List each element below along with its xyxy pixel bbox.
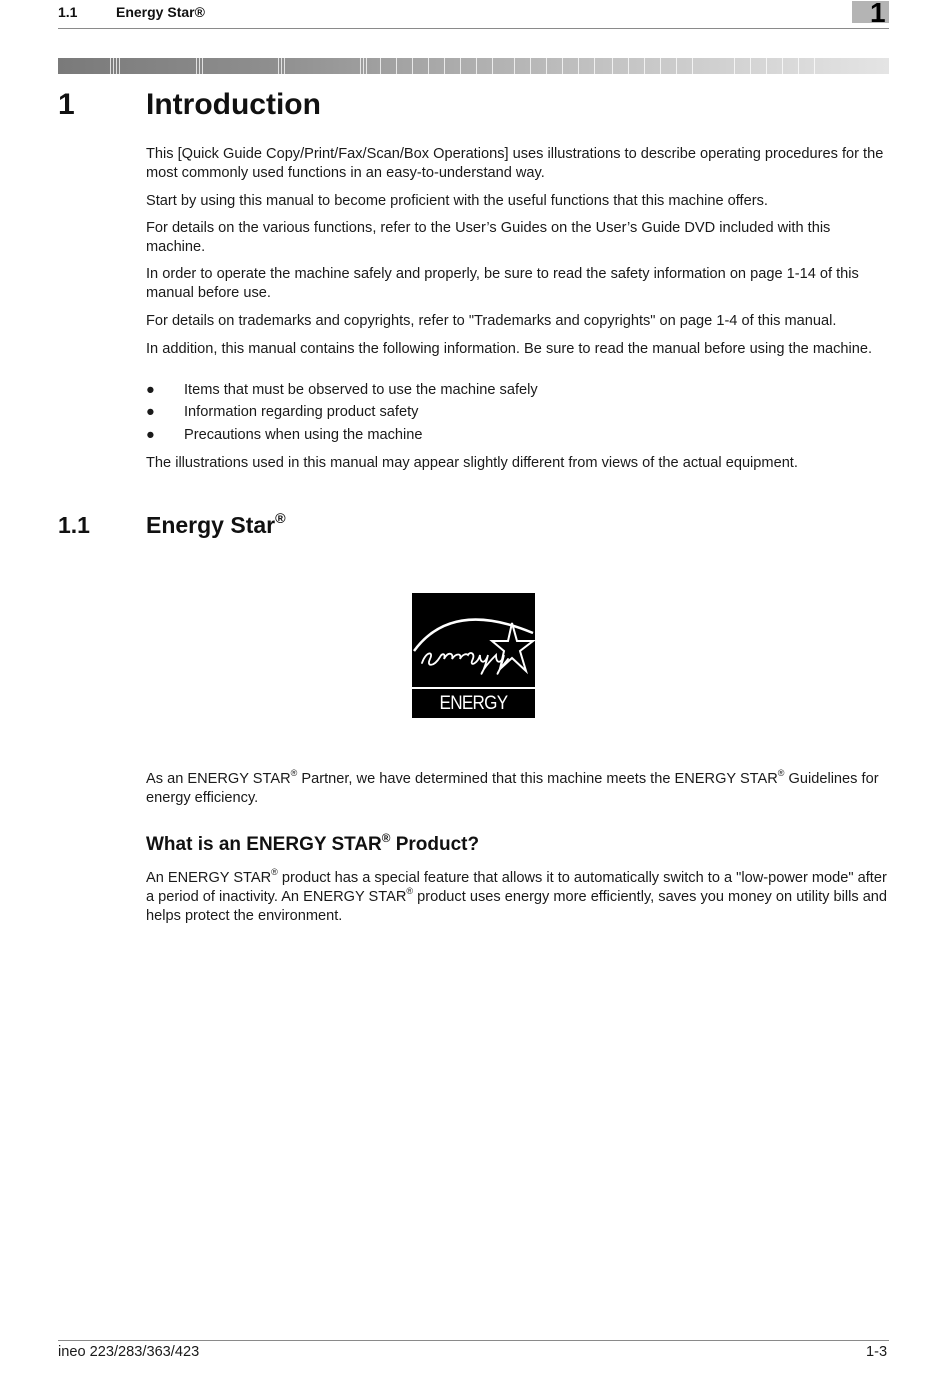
chapter-number: 1 (58, 88, 75, 121)
energy-script-star-icon (412, 593, 535, 686)
footer-rule (58, 1340, 889, 1341)
running-header-section-number: 1.1 (58, 4, 78, 20)
chapter-tab-number: 1 (870, 0, 886, 28)
bullet-icon: ● (146, 404, 155, 420)
registered-mark: ® (406, 886, 414, 897)
logo-label: ENERGY STAR (439, 693, 508, 743)
registered-mark: ® (381, 831, 391, 845)
product-text-3: product uses energy more efficiently, saves you money on utility bills and helps protect the environment. (146, 889, 888, 924)
chapter-title: Introduction (146, 88, 321, 121)
bullet-text: Information regarding product safety (184, 404, 419, 420)
subheading-text-1: What is an ENERGY STAR (146, 834, 382, 855)
product-paragraph (146, 869, 891, 926)
chapter-gradient-bar (58, 58, 889, 74)
bullet-icon: ● (146, 382, 155, 398)
running-header-section-title: Energy Star® (116, 4, 205, 20)
registered-mark: ® (777, 768, 785, 779)
footer-page-number: 1-3 (866, 1344, 888, 1360)
section-title-text: Energy Star (146, 512, 276, 538)
intro-paragraph-4: In order to operate the machine safely and properly, be sure to read the safety information on page 1-14 of this manual before use. (146, 266, 859, 301)
bullet-icon: ● (146, 427, 155, 443)
registered-mark: ® (275, 510, 286, 527)
product-text-2: product has a special feature that allows it to automatically switch to a "low-power mode" after a period of inactivity. An ENERGY STAR (146, 870, 887, 905)
intro-paragraph-5: For details on trademarks and copyrights, refer to "Trademarks and copyrights" on page 1-4 of this manual. (146, 313, 837, 329)
subsection-heading (146, 831, 480, 856)
bullet-text: Precautions when using the machine (184, 427, 423, 443)
bullet-text: Items that must be observed to use the machine safely (184, 382, 538, 398)
partner-paragraph (146, 770, 891, 808)
header-rule (58, 28, 889, 29)
partner-text-3: Guidelines for energy efficiency. (146, 771, 879, 806)
subheading-text-2: Product? (390, 834, 480, 855)
partner-text-2: Partner, we have determined that this machine meets the ENERGY STAR (297, 771, 778, 787)
partner-text-1: As an ENERGY STAR (146, 771, 291, 787)
product-text-1: An ENERGY STAR (146, 870, 272, 886)
illustration-note: The illustrations used in this manual may appear slightly different from views of the actual equipment. (146, 455, 798, 471)
intro-paragraph-6: In addition, this manual contains the following information. Be sure to read the manual before using the machine. (146, 341, 873, 357)
intro-paragraph-2: Start by using this manual to become proficient with the useful functions that this machine offers. (146, 193, 768, 209)
energy-star-logo (412, 593, 535, 743)
registered-mark: ® (271, 867, 278, 878)
section-number: 1.1 (58, 512, 90, 538)
intro-paragraph-1: This [Quick Guide Copy/Print/Fax/Scan/Box Operations] uses illustrations to describe operating procedures for the most commonly used functions in an easy-to-understand way. (146, 146, 884, 181)
registered-mark: ® (290, 768, 298, 779)
section-title (146, 512, 286, 539)
footer-model: ineo 223/283/363/423 (58, 1344, 200, 1360)
intro-paragraph-3: For details on the various functions, refer to the User’s Guides on the User’s Guide DVD included with this machine. (146, 220, 831, 255)
